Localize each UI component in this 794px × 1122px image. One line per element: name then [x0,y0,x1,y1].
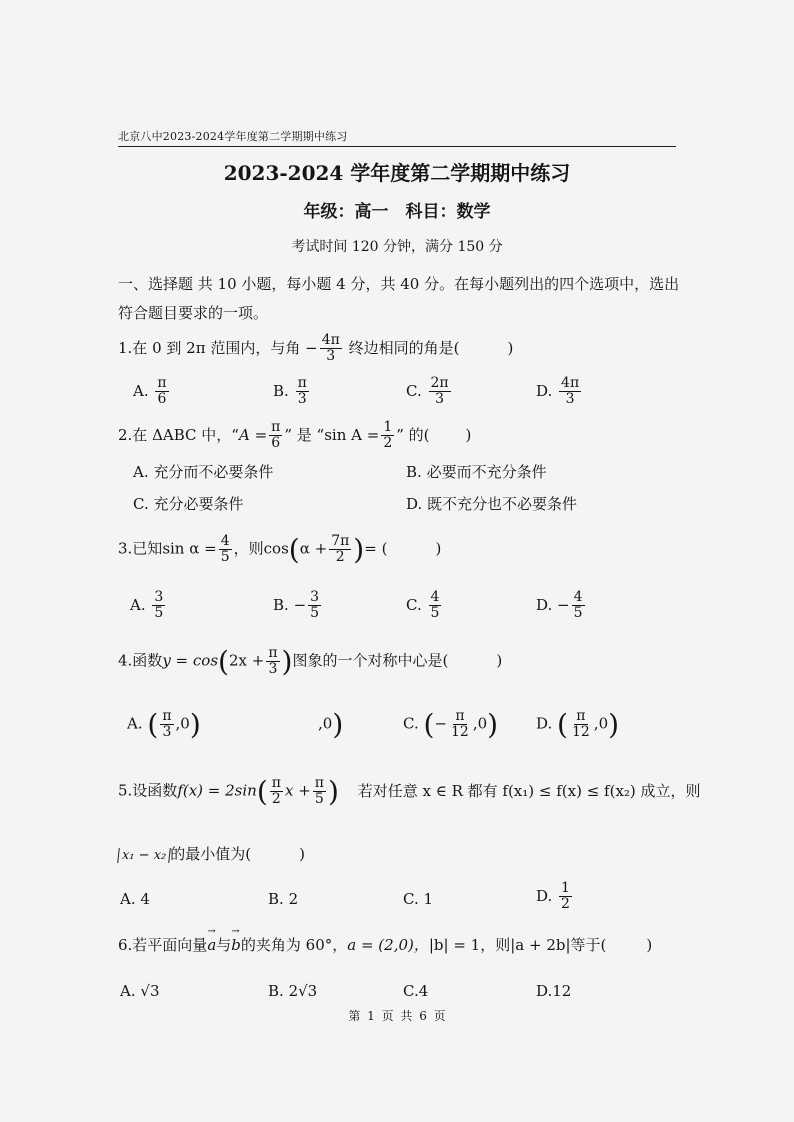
q4-fraction [266,646,279,678]
q2-sin-eq: sin A = [324,425,380,444]
q3-alpha-plus: α + [299,539,328,558]
question-4: 4.函数y = cos(2x + $\frac{\pi}{3}$ )图象的一个对称中心是( ) [118,644,503,678]
q3-num2: 7π [331,532,350,549]
q6-stem-c: ，则 [480,936,511,954]
option-fraction [155,376,168,408]
section-line-2: 符合题目要求的一项。 [118,304,269,322]
q1-fraction [320,333,342,365]
question-1 [118,333,513,365]
option-fraction [152,590,165,622]
option-tail: ,0 [472,714,488,733]
q6-mid1: 与 [216,936,232,954]
option-fraction [160,709,173,741]
option-num: 2π [430,375,449,391]
option-fraction [308,590,321,622]
option-num: π [162,707,172,724]
option-den: 2 [561,896,570,913]
option-text: 1 [423,890,434,908]
q4-fn: y = cos [162,651,219,670]
option-label: B. [268,982,284,1000]
q3-den1: 5 [220,549,230,565]
option-tail: ,0 [593,714,609,733]
option-num: 3 [310,589,320,605]
q3-close: ) [435,539,442,558]
q2-stem-a: 2.在 ΔABC 中，“ [118,425,239,444]
option-den: 12 [571,724,590,740]
q4-stem-b: 图象的一个对称中心是( [292,651,449,670]
option-label: A. [133,463,149,481]
option-label: C. [406,595,422,614]
q5-handwritten-abs: x₁ − x₂ [117,848,171,863]
q2-den1: 6 [271,435,281,452]
q5-den1: 2 [271,791,281,807]
q4-option-d: D. ( $\frac{\pi}{12}$ ,0) [536,707,620,741]
option-label: B. [273,595,289,614]
q6-stem-a: 6.若平面向量 [118,936,208,954]
option-num: 4 [430,589,440,605]
q5-fx: f(x) = 2sin [177,781,257,800]
option-num: π [455,707,465,724]
q3-eq-open: = ( [364,539,388,558]
option-den: 6 [157,391,167,408]
q1-option-b [273,376,311,408]
option-tail: ,0 [175,714,190,733]
option-label: C. [403,714,419,733]
option-num: 4 [573,589,583,605]
q3-fraction-2 [329,534,351,566]
option-label: B. [268,890,284,908]
option-fraction [429,376,451,408]
q2-fraction-2 [381,420,394,452]
q3-fraction-1 [219,534,232,566]
exam-title: 2023-2024 学年度第二学期期中练习 [223,161,571,185]
option-den: 12 [451,724,469,740]
q5-fraction-1 [270,776,283,808]
q2-fraction-1 [269,420,282,452]
q2-a-eq: A = [238,425,268,444]
q2-option-c [133,493,244,514]
q6-option-b [268,982,317,1000]
q5-num2: π [314,774,324,791]
option-fraction [572,590,585,622]
option-label: C. [133,495,149,513]
q5-option-c [403,890,433,908]
q1-close: ) [507,338,514,357]
option-den: 5 [310,605,320,622]
option-label: D. [536,982,553,1000]
option-sign: − [434,714,448,733]
q2-stem-b: ” 是 “ [284,425,325,444]
q1-option-d [536,376,583,408]
question-6 [118,934,652,955]
q1-num: 4π [321,332,340,348]
q6-b-norm: |b| = 1 [428,936,481,954]
q5-fraction-2 [313,776,326,808]
option-num: π [297,375,307,391]
option-text: 充分必要条件 [153,495,244,513]
q5-close: ) [299,845,305,863]
option-den: 3 [435,391,445,408]
q3-option-b [273,590,323,622]
option-label: A. [130,595,146,614]
q2-stem-c: ” 的( [396,425,430,444]
option-fraction [296,376,309,408]
q6-option-c [403,982,428,1000]
option-num: 4π [561,375,580,391]
option-label: C. [406,381,422,400]
option-num: π [157,375,167,391]
q6-stem-d: 等于( [570,936,607,954]
q2-close: ) [465,425,472,444]
option-den: 5 [573,605,583,622]
option-fraction [449,709,471,741]
question-5: 5.设函数f(x) = 2sin( $\frac{\pi}{2}$ x + $\frac{\pi}{5}$ ) 若对任意 x ∈ R 都有 f(x₁) ≤ f(x) ≤ f(x₂) 成立，则 [118,774,701,808]
option-tail: ,0 [318,714,333,733]
q6-a-val: a = (2,0)， [347,936,429,954]
option-label: D. [536,381,553,400]
question-3: 3.已知sin α = $\frac{4}{5}$ ，则cos(α + $\frac{7\pi}{2}$ )= ( ) [118,532,442,566]
q3-option-d [536,590,587,622]
option-text: 2√3 [288,982,318,1000]
q4-option-a: A. ( $\frac{\pi}{3}$ ,0) [127,707,201,741]
q6-close: ) [646,936,653,954]
option-sign: − [557,595,570,614]
option-den: 3 [297,391,307,408]
q1-stem-b: 终边相同的角是( [348,338,460,357]
option-text: 必要而不充分条件 [426,463,547,481]
q5-den2: 5 [314,791,324,807]
option-fraction [559,376,581,408]
option-den: 5 [154,605,164,622]
q2-num1: π [271,419,281,435]
q5-option-a [120,890,150,908]
exam-subtitle: 年级：高一 科目：数学 [303,202,491,222]
q2-option-b [406,461,547,482]
q1-stem-a: 1.在 0 到 2π 范围内，与角 [118,338,301,357]
q4-stem-a: 4.函数 [118,651,163,670]
option-label: D. [406,495,423,513]
option-text: 12 [552,982,572,1000]
option-label: A. [133,381,149,400]
q4-close: ) [496,651,503,670]
q2-num2: 1 [383,419,393,435]
q5-stem-a: 5.设函数 [118,781,178,800]
option-text: 充分而不必要条件 [153,463,274,481]
q6-expr: |a + 2b| [510,936,571,954]
option-num: 1 [561,880,570,896]
q3-den2: 2 [335,549,345,565]
option-label: A. [127,714,143,733]
section-line-1: 一、选择题 共 10 小题，每小题 4 分，共 40 分。在每小题列出的四个选项中，选出 [118,275,680,293]
q2-option-a [133,461,273,482]
q6-vector-b: → b [231,936,241,954]
q3-option-c [406,590,443,622]
option-label: D. [536,595,553,614]
q4-den: 3 [268,661,278,677]
q1-den: 3 [326,348,336,365]
q3-stem-a: 3.已知 [118,539,163,558]
question-5-line-2 [118,843,305,864]
q5-x-plus: x + [284,781,311,800]
option-text: 4 [140,890,150,908]
q5-num1: π [271,774,281,791]
q4-option-c: C. (− $\frac{\pi}{12}$ ,0) [403,707,499,741]
option-fraction [429,590,442,622]
q2-option-d [406,493,577,514]
q6-option-d [536,982,571,1000]
option-label: B. [273,381,289,400]
q5-line2: 的最小值为( [170,845,252,863]
q3-option-a [130,590,167,622]
option-label: D. [536,886,553,905]
option-text: √3 [140,982,160,1000]
question-2 [118,420,471,452]
q3-num1: 4 [220,532,230,549]
option-label: A. [120,982,136,1000]
q1-neg: − [305,338,318,357]
q4-option-b: ,0) [318,708,344,741]
q3-cos: cos [263,539,289,558]
option-num: 3 [154,589,164,605]
option-text: 4 [418,982,429,1000]
q1-option-c [406,376,453,408]
q6-stem-b: 的夹角为 60°， [240,936,348,954]
option-text: 2 [288,890,299,908]
q4-inner: 2x + [228,651,265,670]
page-header: 北京八中2023-2024学年度第二学期期中练习 [118,128,676,147]
q6-option-a [120,982,160,1000]
option-den: 3 [565,391,575,408]
exam-time-note: 考试时间 120 分钟，满分 150 分 [291,239,503,255]
q5-stem-b: 若对任意 x ∈ R 都有 f(x₁) ≤ f(x) ≤ f(x₂) 成立，则 [357,781,701,800]
option-fraction [559,881,572,913]
q4-num: π [268,644,278,661]
q2-den2: 2 [383,435,393,452]
option-text: 既不充分也不必要条件 [427,495,578,513]
q5-option-b [268,890,298,908]
option-label: D. [536,714,553,733]
option-den: 3 [162,724,172,740]
q1-option-a [133,376,171,408]
section-instructions [118,270,718,328]
option-label: B. [406,463,422,481]
option-label: C. [403,890,419,908]
option-sign: − [293,595,307,614]
option-den: 5 [430,605,440,622]
q3-sin-eq: sin α = [162,539,217,558]
option-label: C. [403,982,419,1000]
option-num: π [576,707,586,724]
q5-option-d [536,881,574,913]
option-fraction [570,709,592,741]
option-label: A. [120,890,136,908]
page-footer: 第 1 页 共 6 页 [348,1009,446,1023]
q3-stem-b: ，则 [233,539,264,558]
q6-vector-a: → a [207,936,216,954]
